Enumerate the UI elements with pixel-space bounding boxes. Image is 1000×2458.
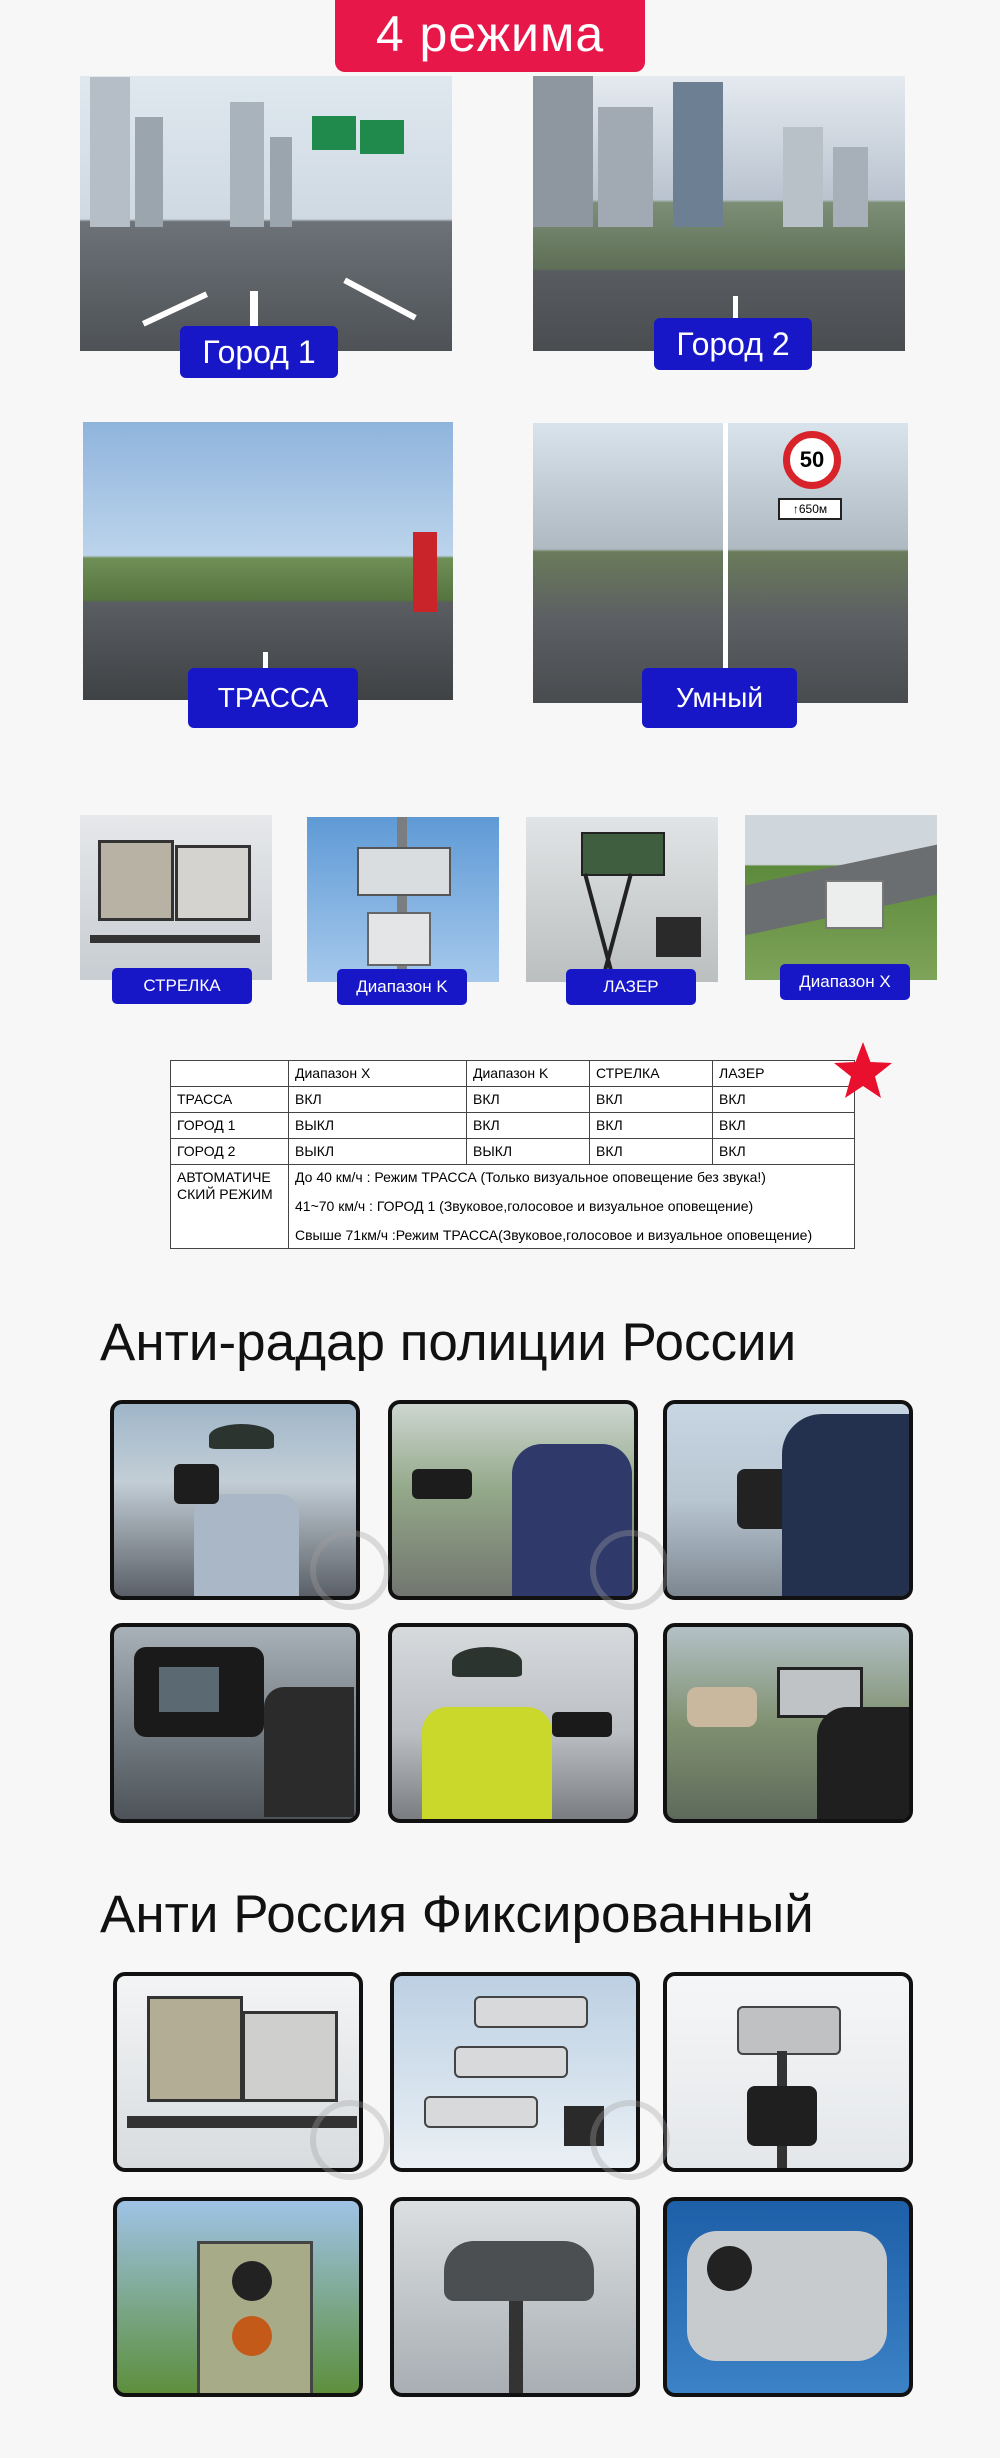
mode-comparison-table: [170, 1060, 855, 1249]
city-street-photo: [533, 76, 905, 351]
k-band-radar-photo: [307, 817, 499, 982]
table-cell: ВКЛ: [713, 1113, 855, 1139]
table-cell: ТРАССА: [171, 1087, 289, 1113]
fixed-camera-photo: [390, 2197, 640, 2397]
auto-mode-line: 41~70 км/ч : ГОРОД 1 (Звуковое,голосовое и визуальное оповещение): [295, 1198, 754, 1214]
police-photo: [663, 1623, 913, 1823]
police-photo: [663, 1400, 913, 1600]
table-row: [171, 1139, 855, 1165]
city-road-photo: [80, 76, 452, 351]
auto-mode-description: [289, 1165, 855, 1249]
police-photo: [388, 1623, 638, 1823]
radar-label-x-band: Диапазон X: [780, 964, 910, 1000]
table-cell: ГОРОД 1: [171, 1113, 289, 1139]
table-header-cell: ЛАЗЕР: [713, 1061, 855, 1087]
table-cell: ВКЛ: [590, 1087, 713, 1113]
x-band-radar-photo: [745, 815, 937, 980]
mode-label-city2: Город 2: [654, 318, 812, 370]
star-icon: [832, 1040, 894, 1102]
mode-label-smart: Умный: [642, 668, 797, 728]
police-photo: [110, 1623, 360, 1823]
watermark-icon: [310, 2100, 390, 2180]
highway-photo: [83, 422, 453, 700]
table-cell: ГОРОД 2: [171, 1139, 289, 1165]
auto-mode-line: Свыше 71км/ч :Режим ТРАССА(Звуковое,голосовое и визуальное оповещение): [295, 1227, 813, 1243]
table-cell: ВКЛ: [713, 1139, 855, 1165]
fixed-camera-photo: [663, 2197, 913, 2397]
smart-city-photo: 50 ↑650м: [533, 423, 908, 703]
fixed-camera-photo: [113, 2197, 363, 2397]
watermark-icon: [590, 2100, 670, 2180]
mode-label-trassa: ТРАССА: [188, 668, 358, 728]
watermark-icon: [310, 1530, 390, 1610]
table-row: [171, 1087, 855, 1113]
table-cell: ВКЛ: [467, 1113, 590, 1139]
radar-label-k-band: Диапазон K: [337, 969, 467, 1005]
table-header-cell: Диапазон X: [289, 1061, 467, 1087]
table-cell: ВЫКЛ: [289, 1139, 467, 1165]
table-header-cell: СТРЕЛКА: [590, 1061, 713, 1087]
watermark-icon: [590, 1530, 670, 1610]
radar-label-laser: ЛАЗЕР: [566, 969, 696, 1005]
table-cell: ВКЛ: [590, 1113, 713, 1139]
table-cell: ВЫКЛ: [289, 1113, 467, 1139]
table-header-cell: [171, 1061, 289, 1087]
auto-mode-label: АВТОМАТИЧЕ СКИЙ РЕЖИМ: [171, 1165, 289, 1249]
table-header-row: [171, 1061, 855, 1087]
table-cell: ВКЛ: [467, 1087, 590, 1113]
police-section-title: Анти-радар полиции России: [100, 1313, 797, 1372]
radar-label-strelka: СТРЕЛКА: [112, 968, 252, 1004]
table-cell: ВКЛ: [590, 1139, 713, 1165]
table-cell: ВКЛ: [289, 1087, 467, 1113]
table-row-auto-mode: [171, 1165, 855, 1249]
table-cell: ВЫКЛ: [467, 1139, 590, 1165]
auto-mode-line: До 40 км/ч : Режим ТРАССА (Только визуальное оповещение без звука!): [295, 1169, 766, 1185]
laser-radar-photo: [526, 817, 718, 982]
table-cell: ВКЛ: [713, 1087, 855, 1113]
strelka-camera-photo: [80, 815, 272, 980]
fixed-section-title: Анти Россия Фиксированный: [100, 1885, 814, 1944]
mode-label-city1: Город 1: [180, 326, 338, 378]
table-header-cell: Диапазон K: [467, 1061, 590, 1087]
fixed-camera-photo: [663, 1972, 913, 2172]
table-row: [171, 1113, 855, 1139]
page-title: 4 режима: [335, 0, 645, 72]
